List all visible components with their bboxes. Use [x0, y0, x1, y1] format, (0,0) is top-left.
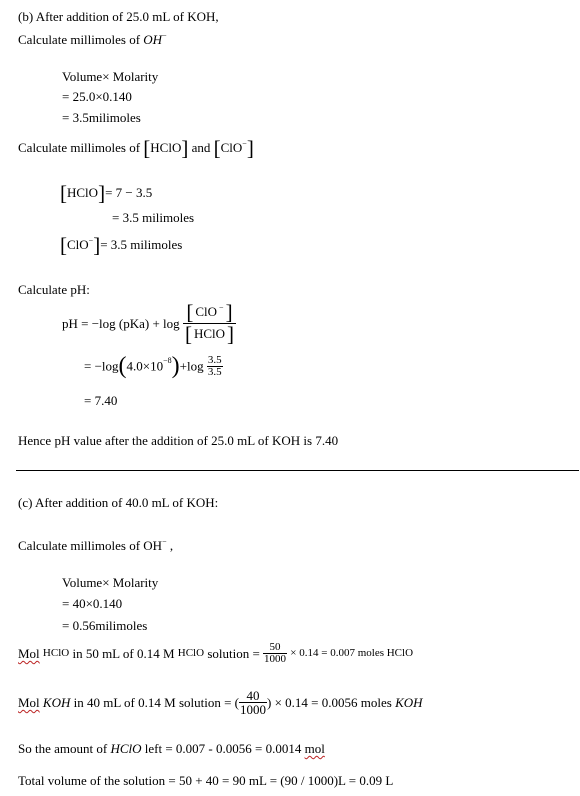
oh-symbol: OH [143, 32, 163, 47]
volume-value-c: = 40×0.140 [62, 596, 123, 611]
clo-concentration: [ClO−]= 3.5 milimoles [60, 233, 183, 257]
calc-ph-label: Calculate pH: [18, 282, 90, 297]
part-b-conclusion: Hence pH value after the addition of 25.0 mL of KOH is 7.40 [18, 433, 339, 448]
clo-result: = 3.5 milimoles [100, 237, 183, 252]
hclo-left-line: So the amount of HClO left = 0.007 - 0.0056 = 0.0014 mol [18, 741, 325, 756]
ph-eq-lhs: pH = −log (pKa) + log [62, 316, 180, 331]
calc-hclo-clo-line: Calculate millimoles of [HClO] and [ClO−] [18, 136, 254, 160]
hclo-subtraction: = 7 − 3.5 [105, 185, 153, 200]
ratio-values: $\frac{3.5}{3.5}$ [207, 353, 222, 378]
and-word: and [191, 140, 211, 155]
volume-value-b: = 25.0×0.140 [62, 89, 132, 104]
ph-result: = 7.40 [84, 393, 118, 408]
clo-symbol-2: ClO [67, 237, 89, 252]
fraction-40-1000: $\frac{40}{1000}$ [240, 688, 267, 717]
volume-molarity-c: Volume× Molarity [62, 575, 159, 590]
hclo-result: = 3.5 milimoles [112, 210, 195, 225]
ph-equation [62, 302, 236, 345]
volume-molarity-b: Volume× Molarity [62, 69, 159, 84]
section-divider [16, 470, 579, 471]
calc-oh-line [18, 32, 167, 46]
millimoles-result-c: = 0.56milimoles [62, 618, 148, 633]
calc-hclo-label: Calculate millimoles of [18, 140, 144, 155]
part-b-heading: (b) After addition of 25.0 mL of KOH, [18, 9, 219, 24]
hclo-concentration: [HClO]= 7 − 3.5 [60, 181, 153, 205]
ratio-fraction: $\frac{[ ClO ^-]}{\text{[ HClO]}}$ [184, 300, 234, 346]
mol-hclo-line: Mol HClO in 50 mL of 0.14 M HClO solution = $\frac{50}{1000}$ × 0.14 = 0.007 moles HClO [18, 641, 414, 665]
clo-charge: − [242, 139, 247, 148]
hclo-symbol: HClO [150, 140, 182, 155]
millimoles-result-b: = 3.5milimoles [62, 110, 141, 125]
calc-oh-line-c: Calculate millimoles of OH− , [18, 537, 174, 553]
clo-symbol: ClO [220, 140, 243, 155]
calc-oh-label: Calculate millimoles of [18, 32, 144, 47]
fraction-50-1000: $\frac{50}{1000}$ [264, 641, 287, 665]
total-volume-line: Total volume of the solution = 50 + 40 = 90 mL = (90 / 1000)L = 0.09 L [18, 773, 394, 788]
ph-substitution: = $-\log(4.0\times 10^{-8})+\log$ $\frac{3.5}{3.5}$ [84, 353, 222, 379]
oh-charge: − [162, 31, 167, 40]
part-c-heading: (c) After addition of 40.0 mL of KOH: [18, 495, 219, 510]
hclo-symbol-2: HClO [67, 185, 99, 200]
mol-koh-line: Mol KOH in 40 mL of 0.14 M solution = ( $\frac{40}{1000}$ ) × 0.14 = 0.0056 moles KOH [18, 688, 423, 717]
